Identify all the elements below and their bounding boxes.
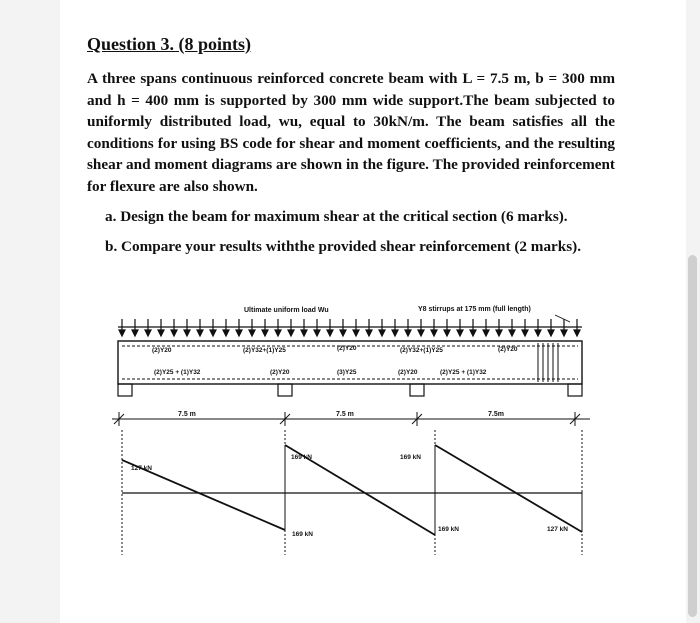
load-arrow-head [327, 330, 333, 336]
load-arrow-head [561, 330, 567, 336]
span-label-1: 7.5 m [178, 411, 196, 418]
load-arrow-head [392, 330, 398, 336]
shear-label-2: 169 kN [291, 454, 312, 461]
load-arrow-head [483, 330, 489, 336]
shear-label-1: 127 kN [131, 465, 152, 472]
load-arrow-head [574, 330, 580, 336]
bottom-bar-label-3: (3)Y25 [337, 369, 357, 376]
load-arrow-head [119, 330, 125, 336]
stirrup-label: Y8 stirrups at 175 mm (full length) [418, 306, 531, 313]
load-arrow-head [184, 330, 190, 336]
bottom-bar-label-5: (2)Y25 + (1)Y32 [440, 369, 487, 376]
shear-jumps [285, 445, 582, 535]
load-arrow-head [535, 330, 541, 336]
load-arrow-head [509, 330, 515, 336]
load-arrow-head [223, 330, 229, 336]
stirrups [538, 343, 558, 382]
load-arrow-head [457, 330, 463, 336]
load-arrow-head [444, 330, 450, 336]
shear-label-6: 127 kN [547, 526, 568, 533]
load-arrow-head [418, 330, 424, 336]
bottom-bar-label-4: (2)Y20 [398, 369, 418, 376]
top-bar-label-4: (2)Y32+(1)Y25 [400, 347, 443, 354]
load-arrow-head [340, 330, 346, 336]
load-arrow-head [171, 330, 177, 336]
load-arrow-head [379, 330, 385, 336]
bottom-bar-label-1: (2)Y25 + (1)Y32 [154, 369, 201, 376]
load-arrow-head [132, 330, 138, 336]
load-arrow-head [548, 330, 554, 336]
load-label: Ultimate uniform load Wu [244, 307, 329, 314]
bottom-bar-label-2: (2)Y20 [270, 369, 290, 376]
load-arrow-head [145, 330, 151, 336]
load-arrow-head [197, 330, 203, 336]
support-1 [118, 384, 132, 396]
load-arrow-head [366, 330, 372, 336]
span-label-3: 7.5m [488, 411, 504, 418]
question-title: Question 3. (8 points) [87, 34, 252, 54]
load-arrow-head [522, 330, 528, 336]
load-arrow-head [249, 330, 255, 336]
support-3 [410, 384, 424, 396]
load-arrow-head [405, 330, 411, 336]
part-b: b. Compare your results withthe provided shear reinforcement (2 marks). [105, 238, 581, 255]
load-arrow-head [288, 330, 294, 336]
shear-diagram [122, 445, 582, 535]
support-4 [568, 384, 582, 396]
load-arrow-head [496, 330, 502, 336]
question-description: A three spans continuous reinforced concrete beam with L = 7.5 m, b = 300 mm and h = 400 mm is supported by 300 mm wide support.The beam subjected to uniformly distributed load, wu, equal to 30kN/m. The beam satisfies all the conditions for using BS code for shear and moment coefficients, and the resulting shear and moment diagrams are shown in the figure. The provided reinforcement for flexure are also shown. [87, 70, 615, 195]
stirrup-leader [555, 315, 570, 322]
top-bar-label-5: (2)Y20 [498, 346, 518, 353]
load-arrow-head [236, 330, 242, 336]
load-arrow-head [353, 330, 359, 336]
load-arrow-head [301, 330, 307, 336]
top-bar-label-2: (2)Y32+(1)Y25 [243, 347, 286, 354]
shear-label-4: 169 kN [400, 454, 421, 461]
load-arrow-head [275, 330, 281, 336]
load-arrow-head [158, 330, 164, 336]
load-arrow-head [314, 330, 320, 336]
span-label-2: 7.5 m [336, 411, 354, 418]
load-arrow-head [262, 330, 268, 336]
load-arrow-head [431, 330, 437, 336]
top-bar-label-1: (2)Y20 [152, 347, 172, 354]
top-bar-label-3: (2)Y20 [337, 345, 357, 352]
part-a: a. Design the beam for maximum shear at the critical section (6 marks). [105, 208, 568, 225]
load-arrow-head [210, 330, 216, 336]
shear-label-3: 169 kN [292, 531, 313, 538]
load-arrow-head [470, 330, 476, 336]
shear-label-5: 169 kN [438, 526, 459, 533]
support-2 [278, 384, 292, 396]
